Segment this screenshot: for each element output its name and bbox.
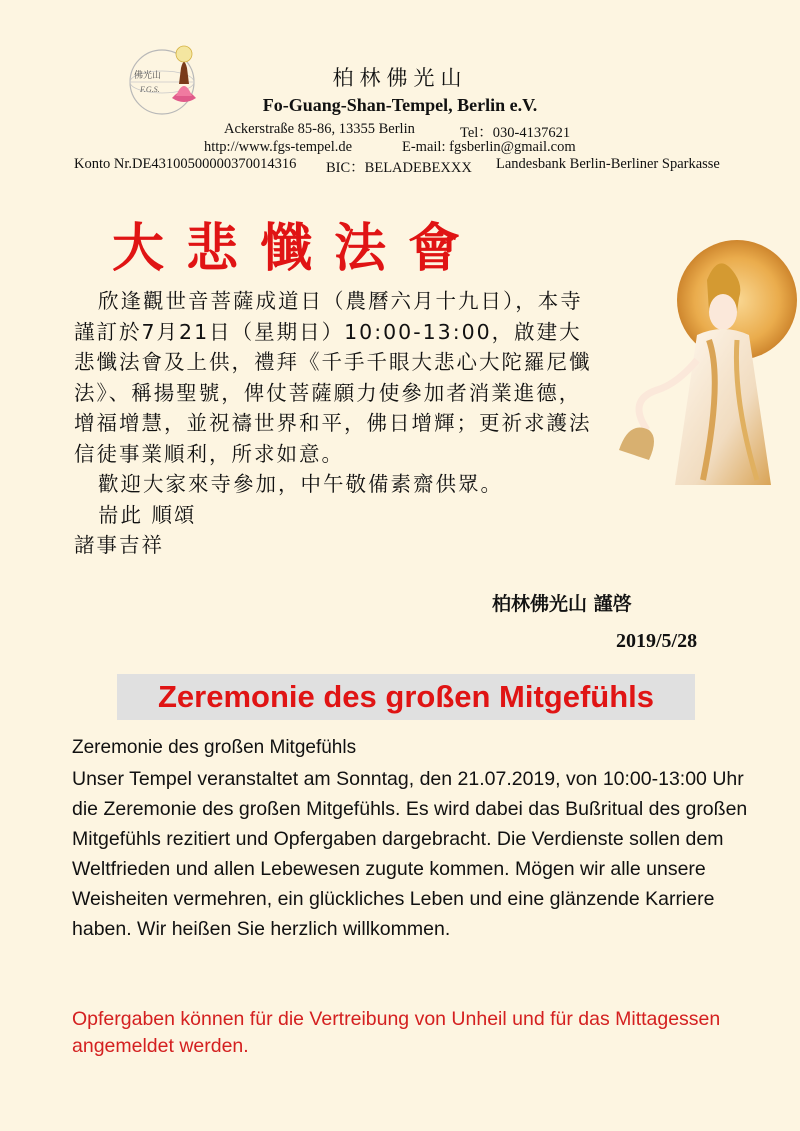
- subtitle-de: Zeremonie des großen Mitgefühls: [72, 737, 357, 758]
- body-de: Unser Tempel veranstaltet am Sonntag, den 21.07.2019, von 10:00-13:00 Uhr die Zeremonie des großen Mitgefühls. Es wird dabei das Bußritual des großen Mitgefühls rezitiert und Opfergaben dargebracht. Die Verdienste sollen dem Weltfrieden und allen Lebewesen zugute kommen. Mögen wir alle unsere Weisheiten vermehren, ein glückliches Leben und eine glänzende Karriere haben. Wir heißen Sie herzlich willkommen.: [72, 768, 748, 940]
- bank-name: Landesbank Berlin-Berliner Sparkasse: [496, 156, 720, 172]
- org-name-cn: 柏林佛光山: [332, 66, 468, 90]
- svg-text:F.G.S.: F.G.S.: [140, 85, 160, 94]
- bank-account: Konto Nr.DE43100500000370014316: [74, 156, 297, 172]
- title-cn: 大悲懺法會: [112, 219, 483, 279]
- signature: 柏林佛光山 謹啓: [492, 593, 632, 615]
- org-name-de: Fo-Guang-Shan-Tempel, Berlin e.V.: [262, 95, 538, 115]
- address: Ackerstraße 85-86, 13355 Berlin: [224, 121, 415, 137]
- date: 2019/5/28: [616, 630, 698, 652]
- website-link[interactable]: http://www.fgs-tempel.de: [204, 139, 353, 155]
- fgs-logo: [112, 40, 212, 120]
- bic-code: BIC：BELADEBEXXX: [326, 160, 472, 176]
- body-cn-paragraph-1: 欣逢觀世音菩薩成道日（農曆六月十九日），本寺謹訂於7月21日（星期日）10:00-13:00，啟建大悲懺法會及上供，禮拜《千手千眼大悲心大陀羅尼懺法》、稱揚聖號，俾仗菩薩願力使參加者消業進德，增福增慧，並祝禱世界和平，佛日增輝；更祈求護法信徒事業順利，所求如意。: [74, 289, 592, 466]
- body-cn: [74, 286, 594, 561]
- title-de: Zeremonie des großen Mitgefühls: [157, 679, 655, 714]
- telephone: Tel：030-4137621: [460, 125, 571, 141]
- guanyin-statue-image: [617, 240, 800, 492]
- email-link[interactable]: E-mail: fgsberlin@gmail.com: [402, 139, 576, 155]
- body-cn-paragraph-2: 歡迎大家來寺參加，中午敬備素齋供眾。: [98, 472, 503, 496]
- body-cn-blessing: 諸事吉祥: [74, 533, 164, 557]
- note-de: Opfergaben können für die Vertreibung von Unheil und für das Mittagessen angemeldet werden.: [72, 1008, 721, 1057]
- svg-text:佛光山: 佛光山: [134, 71, 162, 81]
- body-cn-closing: 耑此 順頌: [98, 502, 197, 527]
